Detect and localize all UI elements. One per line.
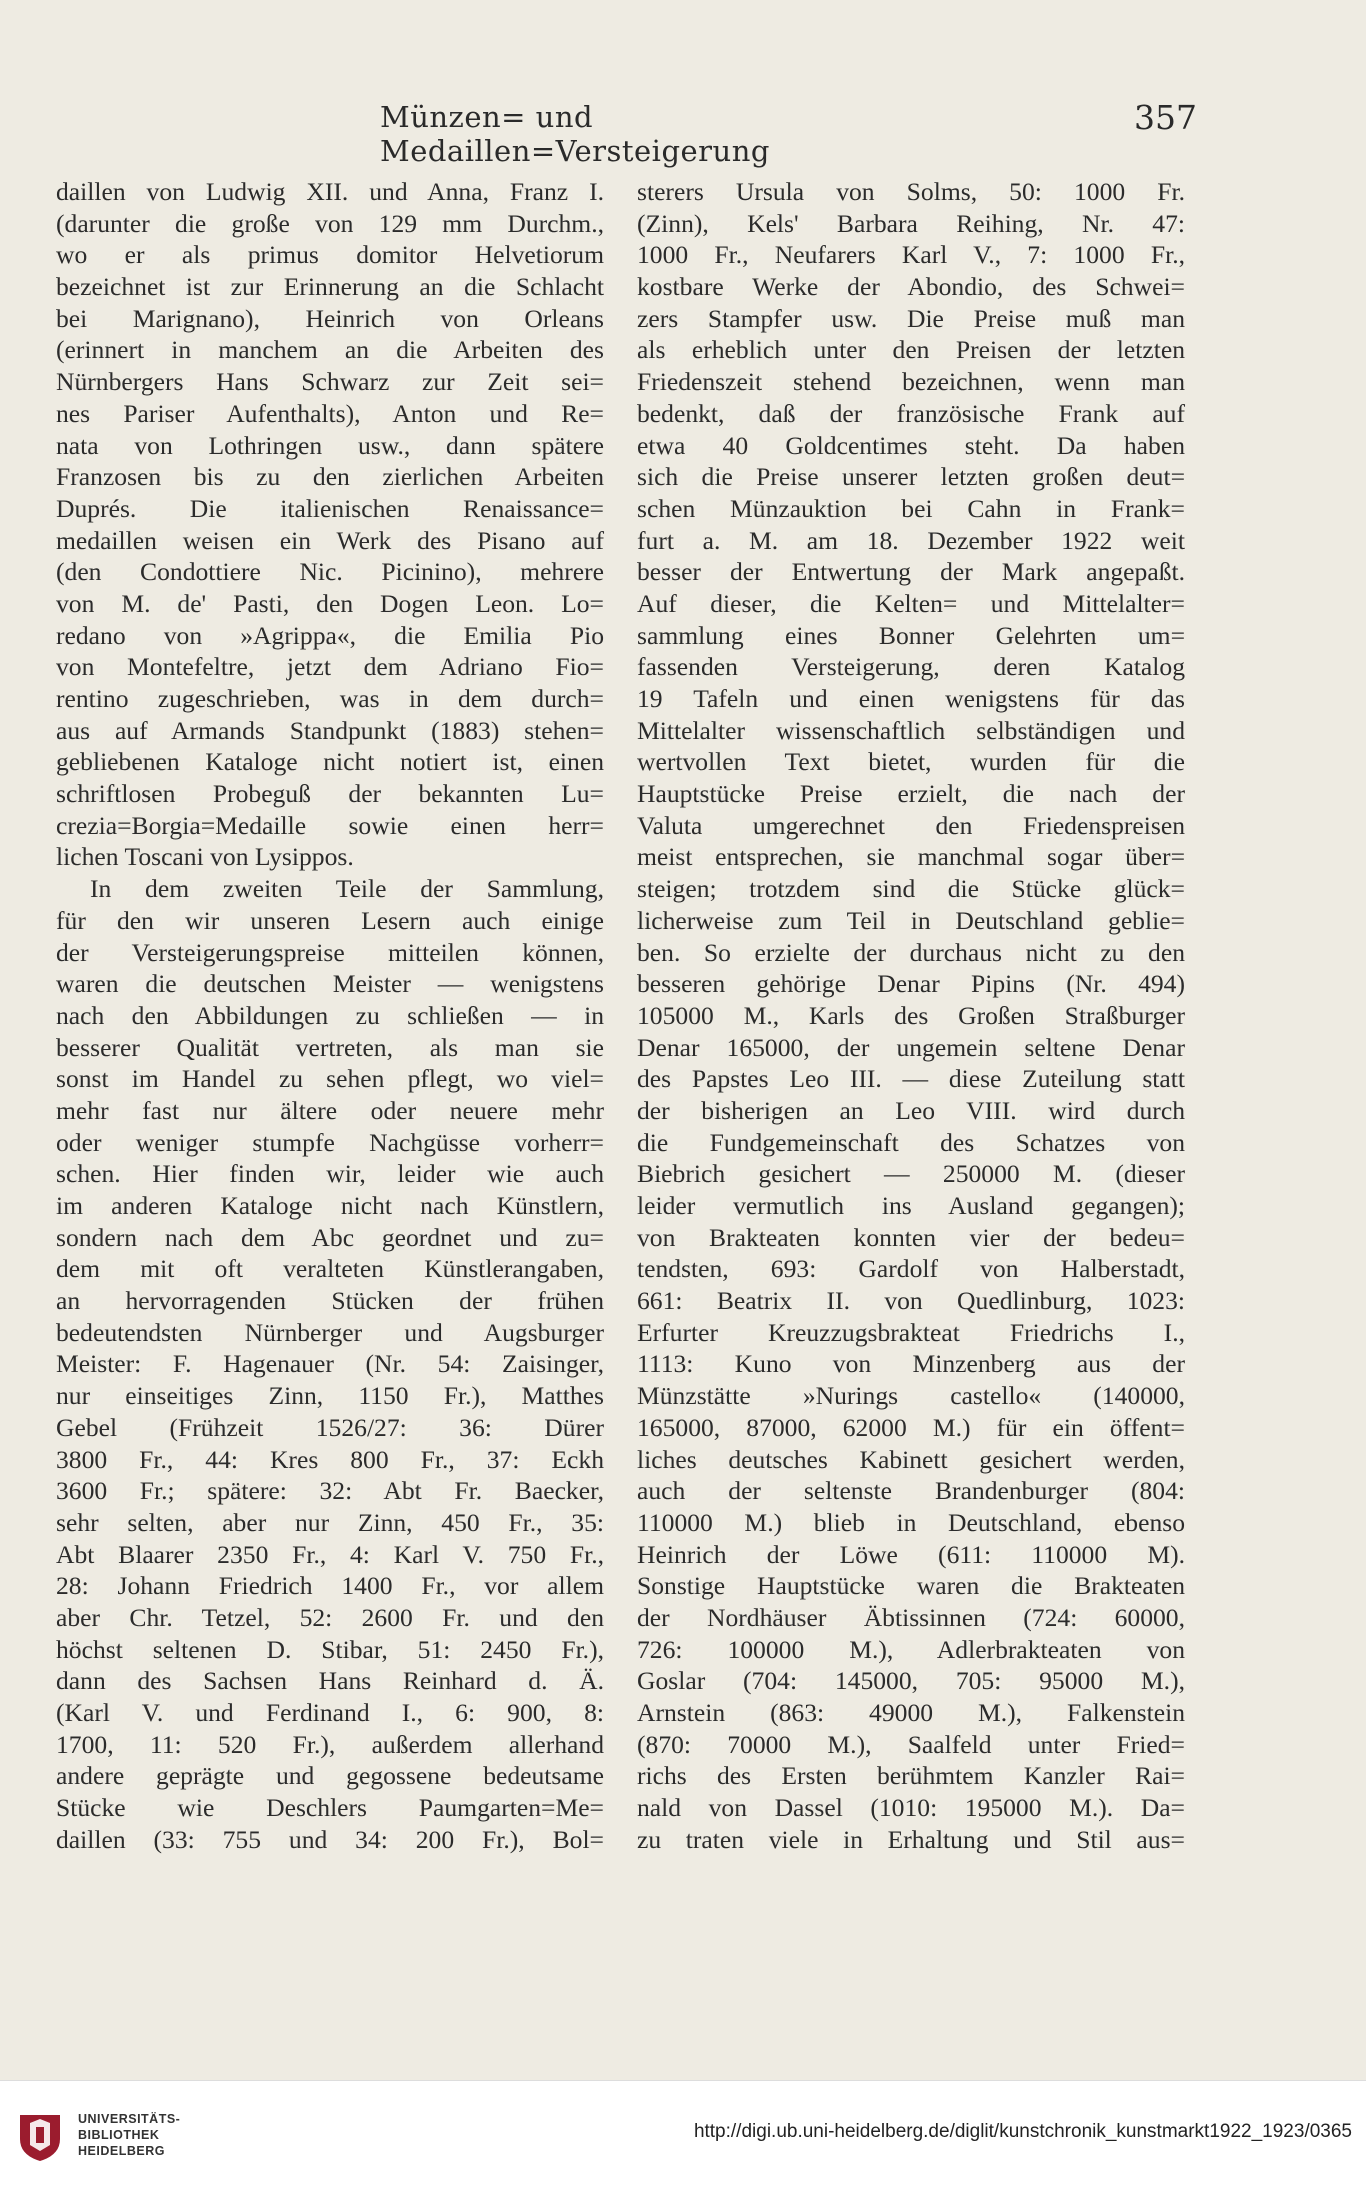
text-line: meist entsprechen, sie manchmal sogar über= — [637, 842, 1185, 872]
text-line: schen Münzauktion bei Cahn in Frank= — [637, 493, 1185, 523]
library-name-line: HEIDELBERG — [78, 2144, 165, 2158]
text-line: höchst seltenen D. Stibar, 51: 2450 Fr.), — [56, 1634, 604, 1664]
text-line: besseren gehörige Denar Pipins (Nr. 494) — [637, 969, 1185, 999]
text-line: 3600 Fr.; spätere: 32: Abt Fr. Baecker, — [56, 1476, 604, 1506]
library-name-line: BIBLIOTHEK — [78, 2128, 160, 2142]
text-line: (Karl V. und Ferdinand I., 6: 900, 8: — [56, 1698, 604, 1727]
text-line: Friedenszeit stehend bezeichnen, wenn man — [637, 367, 1185, 397]
text-line: Biebrich gesichert — 250000 M. (dieser — [637, 1159, 1185, 1189]
text-line: ben. So erzielte der durchaus nicht zu den — [637, 937, 1185, 967]
text-line: oder weniger stumpfe Nachgüsse vorherr= — [56, 1127, 604, 1157]
text-line: besserer Qualität vertreten, als man sie — [56, 1032, 604, 1062]
left-text-column — [56, 176, 604, 1855]
text-line: (erinnert in manchem an die Arbeiten des — [56, 335, 604, 365]
text-line: von Montefeltre, jetzt dem Adriano Fio= — [56, 652, 604, 682]
text-line: schen. Hier finden wir, leider wie auch — [56, 1159, 604, 1189]
text-line: fassenden Versteigerung, deren Katalog — [637, 652, 1185, 682]
text-line: besser der Entwertung der Mark angepaßt. — [637, 557, 1185, 587]
text-line: sehr selten, aber nur Zinn, 450 Fr., 35: — [56, 1507, 604, 1537]
text-line: richs des Ersten berühmtem Kanzler Rai= — [637, 1761, 1185, 1791]
text-line: crezia=Borgia=Medaille sowie einen herr= — [56, 810, 604, 840]
text-line: Mittelalter wissenschaftlich selbständigen und — [637, 715, 1185, 745]
text-line: bedeutendsten Nürnberger und Augsburger — [56, 1317, 604, 1347]
library-name-line: UNIVERSITÄTS- — [78, 2112, 181, 2126]
text-line: Münzstätte »Nurings castello« (140000, — [637, 1381, 1185, 1411]
text-line: schriftlosen Probeguß der bekannten Lu= — [56, 779, 604, 809]
text-line: der Nordhäuser Äbtissinnen (724: 60000, — [637, 1602, 1185, 1632]
library-name — [78, 2111, 180, 2159]
text-line: Franzosen bis zu den zierlichen Arbeiten — [56, 462, 604, 492]
text-line: der Versteigerungspreise mitteilen können, — [56, 937, 604, 967]
text-line: Gebel (Frühzeit 1526/27: 36: Dürer — [56, 1412, 604, 1442]
text-line: 165000, 87000, 62000 M.) für ein öffent= — [637, 1412, 1185, 1442]
text-line: als erheblich unter den Preisen der letzten — [637, 335, 1185, 365]
text-line: an hervorragenden Stücken der frühen — [56, 1286, 604, 1316]
text-line: sterers Ursula von Solms, 50: 1000 Fr. — [637, 177, 1185, 206]
text-line: Hauptstücke Preise erzielt, die nach der — [637, 779, 1185, 809]
text-line: furt a. M. am 18. Dezember 1922 weit — [637, 525, 1185, 555]
text-line: 3800 Fr., 44: Kres 800 Fr., 37: Eckh — [56, 1444, 604, 1474]
text-line: Stücke wie Deschlers Paumgarten=Me= — [56, 1793, 604, 1823]
text-line: (den Condottiere Nic. Picinino), mehrere — [56, 557, 604, 587]
text-line: 110000 M.) blieb in Deutschland, ebenso — [637, 1507, 1185, 1537]
text-line: licherweise zum Teil in Deutschland geblie= — [637, 905, 1185, 935]
text-line: tendsten, 693: Gardolf von Halberstadt, — [637, 1254, 1185, 1284]
text-line: mehr fast nur ältere oder neuere mehr — [56, 1095, 604, 1125]
text-line: im anderen Kataloge nicht nach Künstlern, — [56, 1191, 604, 1220]
library-footer — [0, 2080, 1366, 2187]
text-line: Sonstige Hauptstücke waren die Brakteaten — [637, 1571, 1185, 1601]
text-line: liches deutsches Kabinett gesichert werden, — [637, 1444, 1185, 1474]
page-number: 357 — [1134, 98, 1197, 137]
text-line: (darunter die große von 129 mm Durchm., — [56, 208, 604, 238]
text-line: lichen Toscani von Lysippos. — [56, 842, 354, 872]
text-line: rentino zugeschrieben, was in dem durch= — [56, 684, 604, 713]
text-line: (Zinn), Kels' Barbara Reihing, Nr. 47: — [637, 208, 1185, 238]
text-line: Meister: F. Hagenauer (Nr. 54: Zaisinger, — [56, 1349, 604, 1379]
university-library-logo-icon — [16, 2109, 64, 2163]
text-line: Abt Blaarer 2350 Fr., 4: Karl V. 750 Fr., — [56, 1539, 604, 1569]
text-line: andere geprägte und gegossene bedeutsame — [56, 1761, 604, 1791]
text-line: Goslar (704: 145000, 705: 95000 M.), — [637, 1666, 1185, 1696]
text-line: (870: 70000 M.), Saalfeld unter Fried= — [637, 1729, 1185, 1759]
text-line: 19 Tafeln und einen wenigstens für das — [637, 684, 1185, 713]
text-line: Duprés. Die italienischen Renaissance= — [56, 493, 604, 523]
text-line: gebliebenen Kataloge nicht notiert ist, einen — [56, 747, 604, 777]
text-line: 1700, 11: 520 Fr.), außerdem allerhand — [56, 1729, 604, 1759]
text-line: kostbare Werke der Abondio, des Schwei= — [637, 272, 1185, 302]
text-line: Arnstein (863: 49000 M.), Falkenstein — [637, 1698, 1185, 1727]
text-line: nald von Dassel (1010: 195000 M.). Da= — [637, 1793, 1185, 1823]
text-line: für den wir unseren Lesern auch einige — [56, 905, 604, 935]
text-line: auch der seltenste Brandenburger (804: — [637, 1476, 1185, 1506]
text-line: des Papstes Leo III. — diese Zuteilung statt — [637, 1064, 1185, 1094]
text-line: nes Pariser Aufenthalts), Anton und Re= — [56, 398, 604, 428]
text-line: sonst im Handel zu sehen pflegt, wo viel= — [56, 1064, 604, 1094]
text-line: etwa 40 Goldcentimes steht. Da haben — [637, 430, 1185, 460]
text-line: Denar 165000, der ungemein seltene Denar — [637, 1032, 1185, 1062]
text-line: sammlung eines Bonner Gelehrten um= — [637, 620, 1185, 650]
text-line: von M. de' Pasti, den Dogen Leon. Lo= — [56, 588, 604, 618]
text-line: In dem zweiten Teile der Sammlung, — [90, 874, 604, 904]
text-line: bezeichnet ist zur Erinnerung an die Schlacht — [56, 272, 604, 302]
text-line: daillen von Ludwig XII. und Anna, Franz I. — [56, 177, 604, 206]
text-line: waren die deutschen Meister — wenigstens — [56, 969, 604, 999]
text-line: zu traten viele in Erhaltung und Stil aus= — [637, 1824, 1185, 1854]
text-line: Nürnbergers Hans Schwarz zur Zeit sei= — [56, 367, 604, 397]
text-line: die Fundgemeinschaft des Schatzes von — [637, 1127, 1185, 1157]
text-line: 105000 M., Karls des Großen Straßburger — [637, 1000, 1185, 1030]
text-line: 661: Beatrix II. von Quedlinburg, 1023: — [637, 1286, 1185, 1316]
text-line: wo er als primus domitor Helvetiorum — [56, 240, 604, 270]
source-url-link[interactable]: http://digi.ub.uni-heidelberg.de/diglit/kunstchronik_kunstmarkt1922_1923/0365 — [693, 2121, 1352, 2142]
text-line: 28: Johann Friedrich 1400 Fr., vor allem — [56, 1571, 604, 1601]
text-line: Heinrich der Löwe (611: 110000 M). — [637, 1539, 1185, 1569]
text-line: bei Marignano), Heinrich von Orleans — [56, 303, 604, 333]
text-line: wertvollen Text bietet, wurden für die — [637, 747, 1185, 777]
text-line: steigen; trotzdem sind die Stücke glück= — [637, 874, 1185, 904]
right-text-column — [637, 176, 1185, 1855]
text-line: sich die Preise unserer letzten großen deut= — [637, 462, 1185, 492]
running-head: Münzen= und Medaillen=Versteigerung — [380, 100, 770, 168]
text-line: Valuta umgerechnet den Friedenspreisen — [637, 810, 1185, 840]
text-line: aus auf Armands Standpunkt (1883) stehen= — [56, 715, 604, 745]
text-line: nach den Abbildungen zu schließen — in — [56, 1000, 604, 1030]
text-line: dem mit oft veralteten Künstlerangaben, — [56, 1254, 604, 1284]
text-line: 726: 100000 M.), Adlerbrakteaten von — [637, 1634, 1185, 1664]
text-line: zers Stampfer usw. Die Preise muß man — [637, 303, 1185, 333]
text-line: sondern nach dem Abc geordnet und zu= — [56, 1222, 604, 1252]
text-line: Auf dieser, die Kelten= und Mittelalter= — [637, 588, 1185, 618]
text-line: der bisherigen an Leo VIII. wird durch — [637, 1095, 1185, 1125]
text-line: medaillen weisen ein Werk des Pisano auf — [56, 525, 604, 555]
text-line: dann des Sachsen Hans Reinhard d. Ä. — [56, 1666, 604, 1696]
text-line: daillen (33: 755 und 34: 200 Fr.), Bol= — [56, 1824, 604, 1854]
text-line: von Brakteaten konnten vier der bedeu= — [637, 1222, 1185, 1252]
text-line: 1113: Kuno von Minzenberg aus der — [637, 1349, 1185, 1379]
text-line: redano von »Agrippa«, die Emilia Pio — [56, 620, 604, 650]
text-line: nur einseitiges Zinn, 1150 Fr.), Matthes — [56, 1381, 604, 1411]
text-line: aber Chr. Tetzel, 52: 2600 Fr. und den — [56, 1602, 604, 1632]
text-line: Erfurter Kreuzzugsbrakteat Friedrichs I., — [637, 1317, 1185, 1347]
text-line: leider vermutlich ins Ausland gegangen); — [637, 1191, 1185, 1220]
text-line: bedenkt, daß der französische Frank auf — [637, 398, 1185, 428]
text-line: 1000 Fr., Neufarers Karl V., 7: 1000 Fr., — [637, 240, 1185, 270]
text-line: nata von Lothringen usw., dann spätere — [56, 430, 604, 460]
